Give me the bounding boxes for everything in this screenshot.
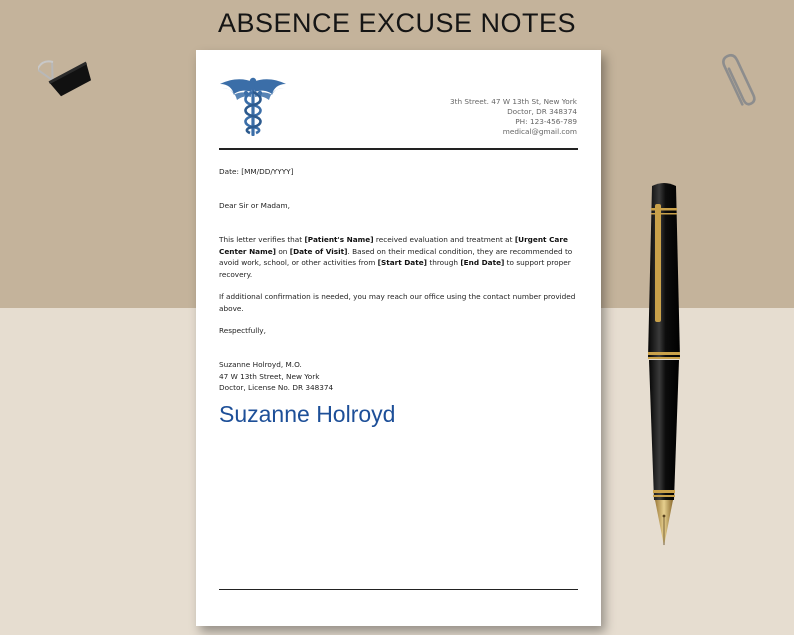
- letterhead-phone: PH: 123-456-789: [515, 117, 577, 126]
- letter-body: This letter verifies that [Patient's Name] received evaluation and treatment at [Urgent Care Center Name] on [Date of Visit]. Based on their medical condition, they are recommended to avoid work, school, or other activities from [Start Date] through [End Date] to support proper recovery.: [219, 235, 573, 279]
- fountain-pen-icon: [640, 180, 688, 552]
- signer-name: Suzanne Holroyd, M.O.: [219, 360, 302, 369]
- letterhead-contact: [450, 97, 577, 137]
- signer-license: Doctor, License No. DR 348374: [219, 383, 334, 393]
- letter-salutation: Dear Sir or Madam,: [219, 201, 290, 210]
- paperclip-icon: [716, 50, 760, 112]
- visit-date-placeholder: [Date of Visit]: [289, 246, 348, 256]
- letterhead-address: 3th Street. 47 W 13th St, New York: [449, 97, 577, 106]
- page-title: ABSENCE EXCUSE NOTES: [217, 8, 577, 38]
- patient-name-placeholder: [Patient's Name]: [304, 235, 374, 244]
- end-date-placeholder: [End Date]: [460, 258, 505, 268]
- signature: Suzanne Holroyd: [219, 401, 396, 427]
- letterhead-doctor: Doctor, DR 348374: [507, 107, 577, 116]
- signer-address: 47 W 13th Street, New York: [219, 371, 320, 381]
- care-center-placeholder: [Urgent Care Center Name]: [219, 235, 568, 256]
- letter-sheet: [196, 50, 601, 626]
- start-date-placeholder: [Start Date]: [377, 258, 428, 268]
- letter-confirmation: If additional confirmation is needed, you may reach our office using the contact number provided above.: [219, 292, 576, 313]
- caduceus-icon: [218, 76, 288, 138]
- letterhead-email: medical@gmail.com: [502, 127, 577, 136]
- footer-divider: [219, 589, 578, 590]
- header-divider: [219, 148, 578, 150]
- letter-closing: Respectfully,: [219, 326, 266, 335]
- letter-date: Date: [MM/DD/YYYY]: [219, 167, 294, 176]
- signer-block: [219, 359, 578, 394]
- binder-clip-icon: [38, 50, 100, 100]
